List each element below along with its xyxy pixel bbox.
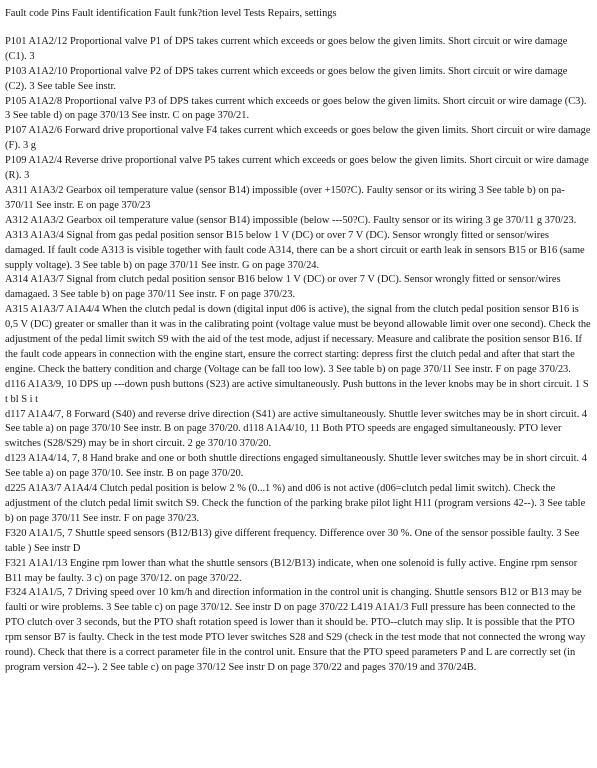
fault-entry-f320: F320 A1A1/5, 7 Shuttle speed sensors (B12/B13) give different frequency. Difference over 30 %. One of the sensor possible faulty. 3 See table ) See instr D (5, 527, 580, 554)
fault-entry-p101: P101 A1A2/12 Proportional valve P1 of DPS takes current which exceeds or goes below the given limits. Short circuit or wire damage (C1). 3 (5, 35, 568, 62)
fault-entry-d225: d225 A1A3/7 A1A4/4 Clutch pedal position is below 2 % (0...1 %) and d06 is not active (d06=clutch pedal limit switch). Check the adjustment of the clutch pedal limit switch S9. Check the function of the parking brake pilot light H11 (program versions 42--). 3 See table b) on page 370/11 See instr. F on page 370/23. (5, 483, 586, 524)
fault-entry-f324: F324 A1A1/5, 7 Driving speed over 10 km/h and direction information in the control unit is changing. Shuttle sensors B12 or B13 may be faulti or wire problems. 3 See table c) on page 370/12. See instr D on page 370/22 L419 A1A1/3 Full pressure has been connected to the PTO clutch over 3 seconds, but the PTO shaft rotation speed is lower than it should be. PTO--clutch may slip. It is possible that the PTO rpm sensor B7 is faulty. Check in the test mode PTO lever switches S28 and S29 (check in the test mode that not connected the wrong way round). Check that there is a correct parameter file in the control unit. Ensure that the PTO speed parameters P and L are correctly set (in program version 42--). 2 See table c) on page 370/12 See instr D on page 370/22 and pages 370/19 and 370/24B. (5, 587, 586, 673)
fault-entry-p103: P103 A1A2/10 Proportional valve P2 of DPS takes current which exceeds or goes below the given limits. Short circuit or wire damage (C2). 3 See table See instr. (5, 65, 568, 92)
fault-entry-a311: A311 A1A3/2 Gearbox oil temperature value (sensor B14) impossible (over +150?C). Faulty sensor or its wiring 3 See table b) on pa- 370/11 See instr. E on page 370/23 (5, 184, 565, 211)
fault-entry-a314: A314 A1A3/7 Signal from clutch pedal position sensor B16 below 1 V (DC) or over 7 V (DC). Sensor wrongly fitted or sensor/wires damagaed. 3 See table b) on page 370/11 See instr. F on page 370/23. (5, 274, 561, 301)
fault-entry-d116: d116 A1A3/9, 10 DPS up ---down push buttons (S23) are active simultaneously. Push buttons in the lever knobs may be in short circuit. 1 S t bl S i t (5, 378, 589, 405)
fault-entry-a312: A312 A1A3/2 Gearbox oil temperature value (sensor B14) impossible (below ---50?C). Faulty sensor or its wiring 3 ge 370/11 g 370/23. (5, 214, 577, 226)
fault-entry-a315: A315 A1A3/7 A1A4/4 When the clutch pedal is down (digital input d06 is active), the signal from the clutch pedal position sensor B16 is 0,5 V (DC) greater or smaller than it was in the calibrating point (voltage value must be beyond allowable limit over one second). Check the adjustment of the pedal limit switch S9 with the aid of the test mode, adjust if necessary. Measure and calibrate the position sensor B16. If the fault code appears in connection with the engine start, ensure the correct starting: depress first the clutch pedal and after that start the engine. Check the battery condition and charge (Voltage can be fall too low). 3 See table b) on page 370/11 See instr. F on page 370/23. (5, 304, 591, 375)
fault-entry-a313: A313 A1A3/4 Signal from gas pedal position sensor B15 below 1 V (DC) or over 7 V (DC). Sensor wrongly fitted or sensor/wires damaged. If fault code A313 is visible together with fault code A314, there can be a short circuit or earth leak in sensors B15 or B16 (same supply voltage). 3 See table b) on page 370/11 See instr. G on page 370/24. (5, 229, 585, 271)
fault-entry-d123: d123 A1A4/14, 7, 8 Hand brake and one or both shuttle directions engaged simultaneously. Shuttle lever switches may be in short circuit. 4 See table a) on page 370/10. See instr. B on page 370/20. (5, 453, 587, 480)
fault-entry-p109: P109 A1A2/4 Reverse drive proportional valve P5 takes current which exceeds or goes below the given limits. Short circuit or wire damage (R). 3 (5, 155, 589, 182)
fault-entry-p105: P105 A1A2/8 Proportional valve P3 of DPS takes current which exceeds or goes below the given limits. Short circuit or wire damage (C3). 3 See table d) on page 370/13 See instr. C on page 370/21. (5, 95, 587, 122)
document-header: Fault code Pins Fault identification Fault funk?tion level Tests Repairs, settings (5, 8, 337, 19)
fault-entry-p107: P107 A1A2/6 Forward drive proportional valve F4 takes current which exceeds or goes below the given limits. Short circuit or wire damage (F). 3 g (5, 125, 591, 152)
fault-entry-d117: d117 A1A4/7, 8 Forward (S40) and reverse drive direction (S41) are active simultaneously. Shuttle lever switches may be in short circuit. 4 See table a) on page 370/10 See instr. B on page 370/20. d118 A1A4/10, 11 Both PTO speeds are engaged simultaneously. PTO lever switches (S28/S29) may be in short circuit. 2 ge 370/10 370/20. (5, 408, 588, 450)
fault-entry-f321: F321 A1A1/13 Engine rpm lower than what the shuttle sensors (B12/B13) indicate, when one solenoid is fully active. Engine rpm sensor B11 may be faulty. 3 c) on page 370/12. on page 370/22. (5, 557, 578, 584)
